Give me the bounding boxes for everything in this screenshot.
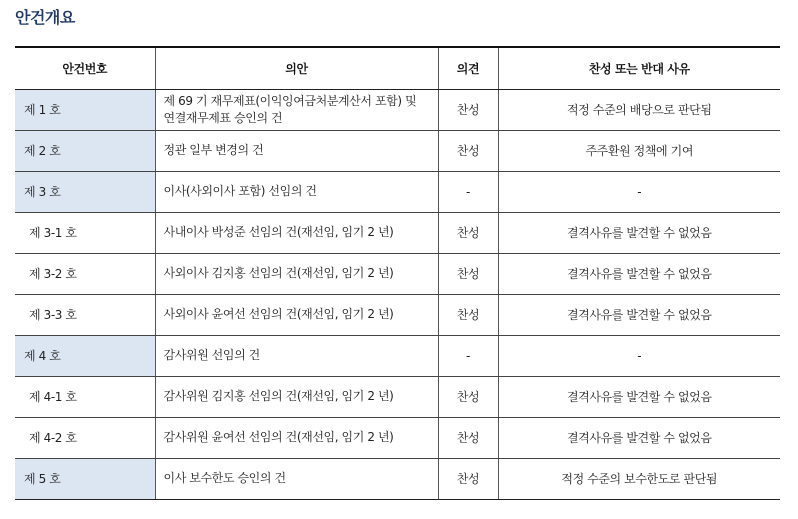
table-row [15, 253, 780, 294]
header-row [15, 47, 780, 89]
agenda-cell: 사내이사 박성준 선임의 건(재선임, 임기 2 년) [155, 212, 438, 253]
agenda-number-cell: 제 3-1 호 [15, 212, 155, 253]
agenda-number-cell: 제 4 호 [15, 335, 155, 376]
agenda-number-cell: 제 4-2 호 [15, 417, 155, 458]
opinion-cell: 찬성 [438, 89, 498, 130]
reason-cell: 주주환원 정책에 기여 [498, 130, 780, 171]
agenda-cell: 감사위원 김지홍 선임의 건(재선임, 임기 2 년) [155, 376, 438, 417]
agenda-cell: 이사 보수한도 승인의 건 [155, 458, 438, 499]
table-row [15, 130, 780, 171]
agenda-number-cell: 제 3-2 호 [15, 253, 155, 294]
table-row [15, 417, 780, 458]
agenda-cell: 사외이사 윤여선 선임의 건(재선임, 임기 2 년) [155, 294, 438, 335]
agenda-number-cell: 제 2 호 [15, 130, 155, 171]
section-title: 안건개요 [15, 8, 75, 27]
opinion-cell: 찬성 [438, 294, 498, 335]
table-body [15, 89, 780, 499]
header-agenda-number: 안건번호 [15, 47, 155, 89]
reason-cell: 결격사유를 발견할 수 없었음 [498, 212, 780, 253]
opinion-cell: 찬성 [438, 253, 498, 294]
reason-cell: 적정 수준의 보수한도로 판단됨 [498, 458, 780, 499]
reason-cell: 결격사유를 발견할 수 없었음 [498, 253, 780, 294]
agenda-number-cell: 제 4-1 호 [15, 376, 155, 417]
table-row [15, 294, 780, 335]
table-row [15, 458, 780, 499]
header-agenda: 의안 [155, 47, 438, 89]
agenda-number-cell: 제 3-3 호 [15, 294, 155, 335]
agenda-cell: 이사(사외이사 포함) 선임의 건 [155, 171, 438, 212]
table-row [15, 171, 780, 212]
reason-cell: 적정 수준의 배당으로 판단됨 [498, 89, 780, 130]
table-row [15, 212, 780, 253]
agenda-cell: 감사위원 윤여선 선임의 건(재선임, 임기 2 년) [155, 417, 438, 458]
agenda-cell: 감사위원 선임의 건 [155, 335, 438, 376]
opinion-cell: 찬성 [438, 376, 498, 417]
reason-cell: 결격사유를 발견할 수 없었음 [498, 294, 780, 335]
agenda-table [15, 46, 780, 500]
opinion-cell: 찬성 [438, 458, 498, 499]
reason-cell: 결격사유를 발견할 수 없었음 [498, 417, 780, 458]
table-header [15, 47, 780, 89]
agenda-cell: 사외이사 김지홍 선임의 건(재선임, 임기 2 년) [155, 253, 438, 294]
agenda-number-cell: 제 3 호 [15, 171, 155, 212]
reason-cell: 결격사유를 발견할 수 없었음 [498, 376, 780, 417]
table-row [15, 89, 780, 130]
table-row [15, 376, 780, 417]
opinion-cell: 찬성 [438, 417, 498, 458]
reason-cell: - [498, 335, 780, 376]
opinion-cell: - [438, 335, 498, 376]
header-reason: 찬성 또는 반대 사유 [498, 47, 780, 89]
header-opinion: 의견 [438, 47, 498, 89]
opinion-cell: - [438, 171, 498, 212]
reason-cell: - [498, 171, 780, 212]
agenda-cell: 제 69 기 재무제표(이익잉여금처분계산서 포함) 및 연결재무제표 승인의 건 [155, 89, 438, 130]
agenda-number-cell: 제 1 호 [15, 89, 155, 130]
opinion-cell: 찬성 [438, 130, 498, 171]
opinion-cell: 찬성 [438, 212, 498, 253]
table-row [15, 335, 780, 376]
agenda-cell: 정관 일부 변경의 건 [155, 130, 438, 171]
agenda-number-cell: 제 5 호 [15, 458, 155, 499]
